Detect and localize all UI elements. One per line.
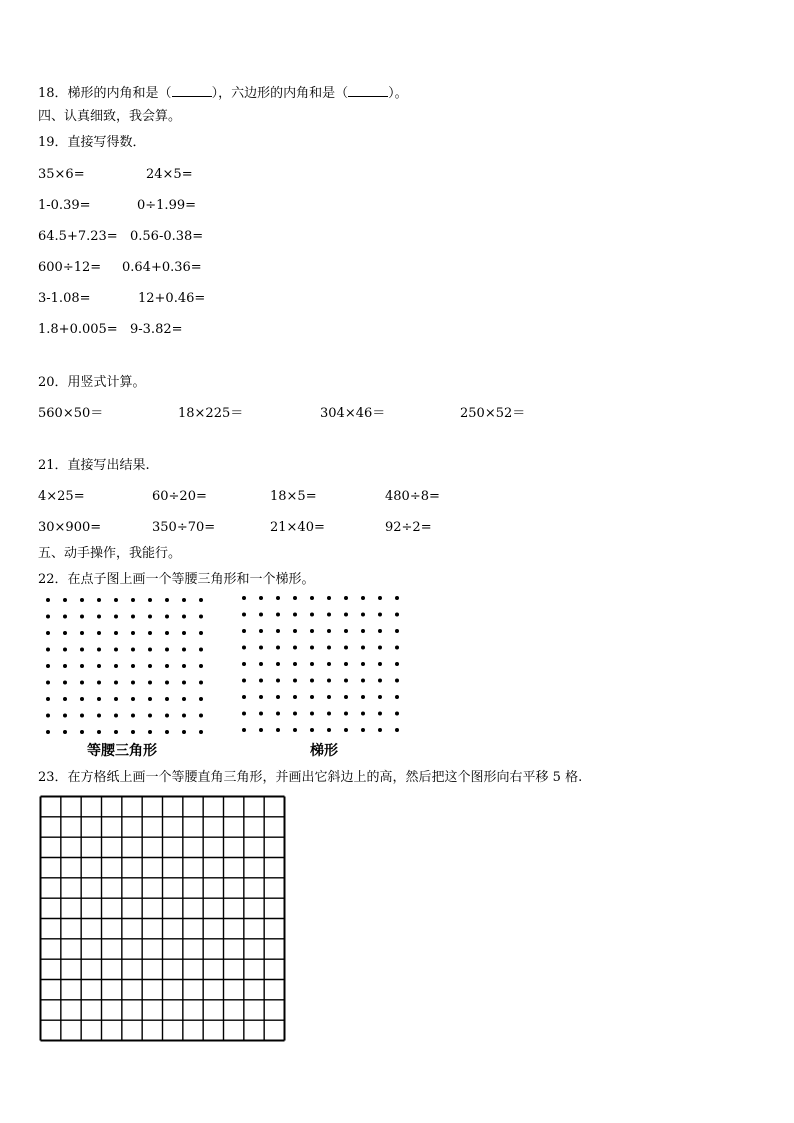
grid-dot[interactable]	[165, 714, 169, 718]
grid-dot[interactable]	[46, 730, 50, 734]
grid-dot[interactable]	[97, 631, 101, 635]
grid-dot[interactable]	[199, 631, 203, 635]
q20-item: 18×225＝	[178, 406, 244, 421]
answer-blank-2[interactable]	[348, 84, 388, 97]
section-4-heading: 四、认真细致，我会算。	[38, 109, 182, 124]
grid-dot[interactable]	[293, 613, 297, 617]
question-18-text-3: ）。	[388, 86, 408, 101]
grid-dot[interactable]	[131, 681, 135, 685]
grid-dot[interactable]	[276, 629, 280, 633]
grid-dot[interactable]	[310, 712, 314, 716]
grid-dot[interactable]	[131, 714, 135, 718]
grid-dot[interactable]	[395, 662, 399, 666]
grid-dot[interactable]	[131, 664, 135, 668]
grid-dot[interactable]	[97, 598, 101, 602]
grid-dot[interactable]	[242, 728, 246, 732]
grid-dot[interactable]	[46, 681, 50, 685]
grid-dot[interactable]	[378, 629, 382, 633]
q19-item: 35×6=	[38, 167, 85, 182]
grid-dot[interactable]	[63, 598, 67, 602]
grid-dot[interactable]	[344, 679, 348, 683]
question-18-number: 18．	[38, 86, 68, 101]
grid-dot[interactable]	[114, 714, 118, 718]
grid-dot[interactable]	[378, 662, 382, 666]
grid-dot[interactable]	[276, 596, 280, 600]
grid-dot[interactable]	[80, 631, 84, 635]
question-18-text-2: ），六边形的内角和是（	[211, 86, 349, 101]
grid-dot[interactable]	[293, 662, 297, 666]
grid-dot[interactable]	[165, 681, 169, 685]
q21-item: 480÷8=	[385, 489, 440, 504]
grid-dot[interactable]	[293, 629, 297, 633]
grid-dot[interactable]	[165, 730, 169, 734]
grid-dot[interactable]	[148, 714, 152, 718]
grid-dot[interactable]	[344, 662, 348, 666]
grid-dot[interactable]	[395, 728, 399, 732]
grid-dot[interactable]	[378, 679, 382, 683]
grid-dot[interactable]	[148, 648, 152, 652]
grid-dot[interactable]	[293, 695, 297, 699]
grid-dot[interactable]	[327, 646, 331, 650]
grid-dot[interactable]	[378, 596, 382, 600]
grid-dot[interactable]	[80, 615, 84, 619]
q19-item: 9-3.82=	[130, 322, 183, 337]
grid-dot[interactable]	[259, 596, 263, 600]
grid-dot[interactable]	[148, 664, 152, 668]
grid-dot[interactable]	[242, 646, 246, 650]
grid-dot[interactable]	[310, 695, 314, 699]
grid-dot[interactable]	[361, 712, 365, 716]
question-18	[38, 84, 408, 102]
q21-item: 18×5=	[270, 489, 317, 504]
dot-grid-trapezoid[interactable]	[236, 592, 404, 734]
grid-dot[interactable]	[344, 596, 348, 600]
grid-dot[interactable]	[114, 664, 118, 668]
grid-dot[interactable]	[276, 646, 280, 650]
grid-dot[interactable]	[182, 598, 186, 602]
grid-dot[interactable]	[344, 712, 348, 716]
grid-dot[interactable]	[259, 646, 263, 650]
grid-dot[interactable]	[395, 646, 399, 650]
grid-dot[interactable]	[182, 697, 186, 701]
grid-dot[interactable]	[327, 662, 331, 666]
answer-blank-1[interactable]	[172, 84, 212, 97]
grid-dot[interactable]	[242, 712, 246, 716]
grid-dot[interactable]	[344, 613, 348, 617]
grid-dot[interactable]	[378, 712, 382, 716]
q21-item: 21×40=	[270, 520, 325, 535]
grid-dot[interactable]	[182, 648, 186, 652]
grid-dot[interactable]	[242, 662, 246, 666]
q19-item: 1-0.39=	[38, 198, 91, 213]
grid-dot[interactable]	[293, 712, 297, 716]
grid-dot[interactable]	[361, 679, 365, 683]
grid-dot[interactable]	[293, 646, 297, 650]
grid-dot[interactable]	[199, 664, 203, 668]
grid-dot[interactable]	[148, 730, 152, 734]
grid-dot[interactable]	[344, 695, 348, 699]
grid-dot[interactable]	[165, 697, 169, 701]
q21-item: 350÷70=	[152, 520, 216, 535]
grid-dot[interactable]	[259, 679, 263, 683]
grid-dot[interactable]	[165, 648, 169, 652]
caption-isosceles-triangle: 等腰三角形	[87, 743, 157, 759]
grid-dot[interactable]	[395, 695, 399, 699]
grid-dot[interactable]	[46, 631, 50, 635]
grid-dot[interactable]	[259, 712, 263, 716]
grid-dot[interactable]	[395, 613, 399, 617]
grid-dot[interactable]	[131, 648, 135, 652]
section-5-heading: 五、动手操作，我能行。	[38, 546, 182, 561]
grid-dot[interactable]	[259, 728, 263, 732]
caption-trapezoid: 梯形	[310, 743, 338, 759]
grid-dot[interactable]	[293, 728, 297, 732]
grid-dot[interactable]	[114, 631, 118, 635]
q19-item: 0÷1.99=	[137, 198, 197, 213]
grid-dot[interactable]	[199, 714, 203, 718]
grid-dot[interactable]	[361, 613, 365, 617]
grid-dot[interactable]	[63, 730, 67, 734]
grid-dot[interactable]	[63, 648, 67, 652]
grid-dot[interactable]	[46, 714, 50, 718]
grid-dot[interactable]	[199, 697, 203, 701]
q19-item: 0.56-0.38=	[130, 229, 204, 244]
dot-grid-isosceles-triangle[interactable]	[40, 594, 212, 736]
grid-dot[interactable]	[378, 613, 382, 617]
grid-dot[interactable]	[310, 646, 314, 650]
grid-dot[interactable]	[148, 615, 152, 619]
grid-dot[interactable]	[344, 646, 348, 650]
grid-dot[interactable]	[310, 629, 314, 633]
grid-dot[interactable]	[97, 681, 101, 685]
grid-dot[interactable]	[293, 679, 297, 683]
grid-dot[interactable]	[378, 646, 382, 650]
grid-dot[interactable]	[310, 613, 314, 617]
grid-dot[interactable]	[395, 596, 399, 600]
q19-item: 0.64+0.36=	[122, 260, 202, 275]
grid-dot[interactable]	[114, 615, 118, 619]
q19-item: 12+0.46=	[138, 291, 206, 306]
q21-item: 4×25=	[38, 489, 85, 504]
grid-dot[interactable]	[131, 615, 135, 619]
grid-dot[interactable]	[63, 714, 67, 718]
grid-dot[interactable]	[361, 695, 365, 699]
question-19-title: 19．直接写得数．	[38, 135, 146, 150]
grid-dot[interactable]	[114, 648, 118, 652]
grid-dot[interactable]	[46, 598, 50, 602]
grid-dot[interactable]	[165, 615, 169, 619]
grid-dot[interactable]	[97, 648, 101, 652]
grid-dot[interactable]	[131, 631, 135, 635]
grid-dot[interactable]	[344, 728, 348, 732]
grid-dot[interactable]	[361, 596, 365, 600]
grid-dot[interactable]	[199, 681, 203, 685]
grid-dot[interactable]	[276, 728, 280, 732]
grid-dot[interactable]	[63, 681, 67, 685]
q19-item: 600÷12=	[38, 260, 102, 275]
question-21-title: 21．直接写出结果.	[38, 458, 150, 473]
q21-item: 60÷20=	[152, 489, 207, 504]
grid-dot[interactable]	[148, 598, 152, 602]
grid-dot[interactable]	[131, 730, 135, 734]
grid-dot[interactable]	[361, 728, 365, 732]
grid-dot[interactable]	[114, 697, 118, 701]
grid-dot[interactable]	[131, 598, 135, 602]
grid-dot[interactable]	[395, 679, 399, 683]
grid-dot[interactable]	[114, 598, 118, 602]
grid-dot[interactable]	[165, 631, 169, 635]
grid-dot[interactable]	[199, 648, 203, 652]
grid-dot[interactable]	[327, 613, 331, 617]
grid-dot[interactable]	[327, 596, 331, 600]
grid-dot[interactable]	[46, 664, 50, 668]
grid-dot[interactable]	[182, 664, 186, 668]
grid-dot[interactable]	[46, 615, 50, 619]
question-20-title: 20．用竖式计算。	[38, 375, 146, 390]
q19-item: 1.8+0.005=	[38, 322, 118, 337]
grid-dot[interactable]	[80, 730, 84, 734]
grid-dot[interactable]	[148, 697, 152, 701]
grid-dot[interactable]	[242, 695, 246, 699]
grid-dot[interactable]	[259, 695, 263, 699]
question-18-text-1: 梯形的内角和是（	[67, 86, 172, 101]
grid-dot[interactable]	[327, 728, 331, 732]
grid-dot[interactable]	[165, 664, 169, 668]
grid-dot[interactable]	[378, 695, 382, 699]
grid-dot[interactable]	[361, 646, 365, 650]
grid-dot[interactable]	[63, 615, 67, 619]
q20-item: 250×52＝	[460, 406, 526, 421]
grid-dot[interactable]	[97, 730, 101, 734]
grid-dot[interactable]	[199, 615, 203, 619]
grid-dot[interactable]	[310, 728, 314, 732]
grid-dot[interactable]	[395, 629, 399, 633]
q19-item: 3-1.08=	[38, 291, 91, 306]
grid-dot[interactable]	[63, 697, 67, 701]
grid-dot[interactable]	[182, 730, 186, 734]
grid-dot[interactable]	[114, 730, 118, 734]
grid-dot[interactable]	[80, 648, 84, 652]
grid-dot[interactable]	[327, 629, 331, 633]
grid-dot[interactable]	[80, 681, 84, 685]
grid-dot[interactable]	[80, 714, 84, 718]
grid-dot[interactable]	[242, 629, 246, 633]
grid-dot[interactable]	[97, 697, 101, 701]
question-23-title: 23．在方格纸上画一个等腰直角三角形，并画出它斜边上的高，然后把这个图形向右平移 5 格.	[38, 770, 583, 785]
grid-dot[interactable]	[242, 613, 246, 617]
grid-dot[interactable]	[276, 662, 280, 666]
grid-dot[interactable]	[46, 648, 50, 652]
grid-dot[interactable]	[199, 730, 203, 734]
grid-dot[interactable]	[310, 679, 314, 683]
grid-dot[interactable]	[97, 714, 101, 718]
q19-item: 64.5+7.23=	[38, 229, 118, 244]
question-22-title: 22．在点子图上画一个等腰三角形和一个梯形。	[38, 572, 315, 587]
q21-item: 30×900=	[38, 520, 102, 535]
grid-dot[interactable]	[259, 613, 263, 617]
grid-dot[interactable]	[259, 662, 263, 666]
grid-dot[interactable]	[97, 615, 101, 619]
grid-dot[interactable]	[182, 631, 186, 635]
grid-dot[interactable]	[378, 728, 382, 732]
grid-dot[interactable]	[276, 679, 280, 683]
grid-dot[interactable]	[46, 697, 50, 701]
grid-dot[interactable]	[361, 662, 365, 666]
grid-dot[interactable]	[344, 629, 348, 633]
grid-dot[interactable]	[310, 596, 314, 600]
grid-dot[interactable]	[395, 712, 399, 716]
grid-dot[interactable]	[293, 596, 297, 600]
grid-dot[interactable]	[182, 615, 186, 619]
grid-dot[interactable]	[80, 664, 84, 668]
grid-dot[interactable]	[97, 664, 101, 668]
grid-dot[interactable]	[242, 596, 246, 600]
grid-dot[interactable]	[327, 679, 331, 683]
grid-dot[interactable]	[276, 695, 280, 699]
grid-dot[interactable]	[276, 712, 280, 716]
grid-paper[interactable]	[39, 795, 287, 1043]
q19-item: 24×5=	[146, 167, 193, 182]
grid-dot[interactable]	[63, 664, 67, 668]
grid-dot[interactable]	[165, 598, 169, 602]
grid-dot[interactable]	[80, 598, 84, 602]
grid-dot[interactable]	[361, 629, 365, 633]
q21-item: 92÷2=	[385, 520, 432, 535]
grid-dot[interactable]	[327, 712, 331, 716]
grid-dot[interactable]	[63, 631, 67, 635]
grid-dot[interactable]	[148, 631, 152, 635]
grid-dot[interactable]	[327, 695, 331, 699]
grid-dot[interactable]	[242, 679, 246, 683]
grid-dot[interactable]	[131, 697, 135, 701]
grid-dot[interactable]	[310, 662, 314, 666]
grid-dot[interactable]	[182, 714, 186, 718]
grid-dot[interactable]	[114, 681, 118, 685]
q20-item: 304×46＝	[320, 406, 386, 421]
grid-dot[interactable]	[259, 629, 263, 633]
grid-dot[interactable]	[199, 598, 203, 602]
grid-dot[interactable]	[276, 613, 280, 617]
q20-item: 560×50＝	[38, 406, 104, 421]
grid-dot[interactable]	[148, 681, 152, 685]
grid-dot[interactable]	[80, 697, 84, 701]
grid-dot[interactable]	[182, 681, 186, 685]
